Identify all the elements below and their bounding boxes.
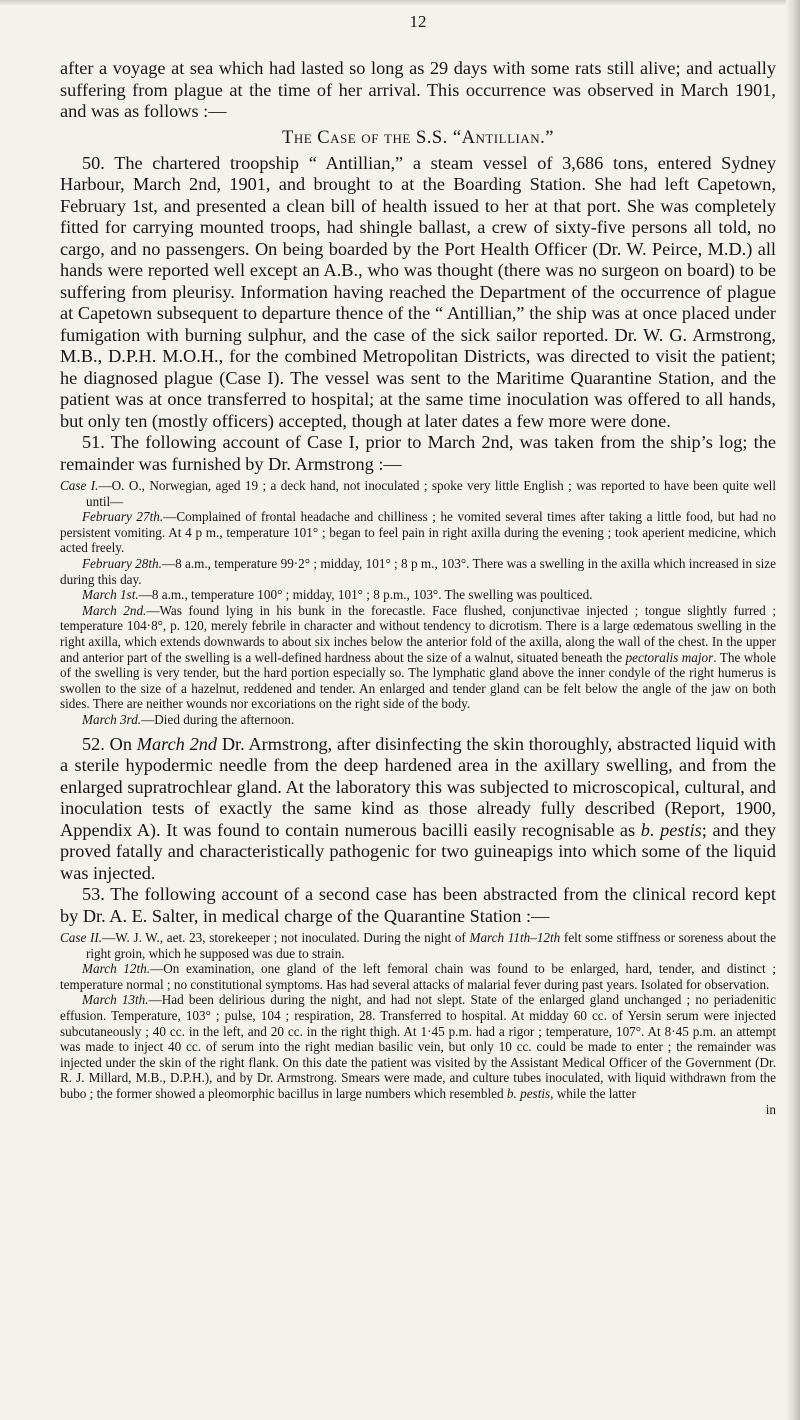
entry-italic-term: pectoralis major bbox=[625, 649, 714, 665]
case-2-intro bbox=[60, 930, 776, 961]
entry-date: March 12th. bbox=[82, 961, 151, 977]
paragraph-51: 51. The following account of Case I, prior to March 2nd, was taken from the ship’s log; the remainder was furnished by Dr. Armstrong :— bbox=[60, 432, 776, 474]
page-content bbox=[60, 12, 776, 1117]
entry-text: —8 a.m., temperature 99·2° ; midday, 101° ; 8 p m., 103°. There was a swelling in the axilla which increased in size during this day. bbox=[60, 555, 776, 587]
entry-italic-term: b. pestis bbox=[506, 1085, 551, 1101]
case-2-label: Case II. bbox=[60, 930, 103, 945]
page-number: 12 bbox=[409, 12, 427, 31]
entry-text: —Complained of frontal headache and chilliness ; he vomited several times after taking a little food, but had no persistent vomiting. At 4 p m., temperature 101° ; began to feel pain in right axilla during the evening ; took aperient medicine, which acted freely. bbox=[60, 509, 776, 556]
case-1-entry-mar-3 bbox=[60, 712, 776, 728]
case-1-intro-text: —O. O., Norwegian, aged 19 ; a deck hand, not inoculated ; spoke very little English ; was reported to have been quite well until— bbox=[86, 478, 776, 509]
entry-date: March 2nd. bbox=[82, 602, 147, 618]
entry-text: —Died during the afternoon. bbox=[141, 711, 295, 727]
paragraph-52 bbox=[60, 734, 776, 885]
entry-text: —Was found lying in his bunk in the forecastle. Face flushed, conjunctivae injected ; tongue slightly furred ; temperature 104·8°, p. 120, merely febrile in character and without tendency to dicrotism. There is a large œdematous swelling in the right axilla, which extends downwards to about six inches below the anterior fold of the axilla, along the wall of the chest. In the upper and anterior part of the swelling is a well-defined hardness about the size of a walnut, situated beneath the bbox=[60, 602, 776, 665]
case-1-intro bbox=[60, 478, 776, 509]
case-2-intro-text-continued: felt some stiffness or soreness about the right groin, which he supposed was due to strain. bbox=[86, 930, 776, 961]
case-2-record bbox=[60, 930, 776, 1117]
case-1-entry-mar-1 bbox=[60, 587, 776, 603]
case-1-entry-mar-2 bbox=[60, 603, 776, 712]
entry-date: March 3rd. bbox=[82, 711, 142, 727]
paragraph-52-lead: 52. On bbox=[82, 733, 137, 754]
entry-date: February 28th. bbox=[82, 555, 162, 571]
section-heading: The Case of the S.S. “Antillian.” bbox=[282, 127, 554, 148]
case-1-entry-feb-28 bbox=[60, 556, 776, 587]
entry-date: February 27th. bbox=[82, 509, 164, 525]
paragraph-52-date: March 2nd bbox=[136, 733, 218, 754]
paragraph-52-organism: b. pestis bbox=[640, 819, 702, 840]
entry-text: —On examination, one gland of the left femoral chain was found to be enlarged, hard, tender, and distinct ; temperature normal ; no constitutional symptoms. Has had several attacks of malarial fever during past years. Isolated for observation. bbox=[60, 961, 776, 992]
case-1-label: Case I. bbox=[60, 478, 99, 493]
case-2-intro-text: —W. J. W., aet. 23, storekeeper ; not inoculated. During the night of bbox=[102, 930, 470, 945]
paragraph-50: 50. The chartered troopship “ Antillian,” a steam vessel of 3,686 tons, entered Sydney Harbour, March 2nd, 1901, and brought to at the Boarding Station. She had left Capetown, February 1st, and presented a clean bill of health issued to her at that port. She was completely fitted for carrying mounted troops, had shingle ballast, a crew of sixty-five persons all told, no cargo, and no passengers. On being boarded by the Port Health Officer (Dr. W. Peirce, M.D.) all hands were reported well except an A.B., who was thought (there was no surgeon on board) to be suffering from pleurisy. Information having reached the Department of the occurrence of plague at Capetown subsequent to departure thence of the “ Antillian,” the ship was at once placed under fumigation with burning sulphur, and the case of the sick sailor reported. Dr. W. G. Armstrong, M.B., D.P.H. M.O.H., for the combined Metropolitan Districts, was directed to visit the patient; he diagnosed plague (Case I). The vessel was sent to the Maritime Quarantine Station, and the patient was at once transferred to hospital; at the same time inoculation was offered to all hands, but only ten (mostly officers) accepted, though at later dates a few more were done. bbox=[60, 152, 776, 431]
case-2-entry-mar-12 bbox=[60, 961, 776, 992]
page-top-shadow bbox=[0, 0, 800, 6]
paragraph-52-body: Dr. Armstrong, after disinfecting the skin thoroughly, abstracted liquid with a sterile hypodermic needle from the deep hardened area in the axillary swelling, and from the enlarged supratrochlear gland. At the laboratory this was subjected to microscopical, cultural, and inoculation tests of exactly the same kind as those already fully described (Report, 1900, Appendix A). It was found to contain numerous bacilli easily recognisable as bbox=[60, 733, 776, 840]
paragraph-53: 53. The following account of a second case has been abstracted from the clinical record kept by Dr. A. E. Salter, in medical charge of the Quarantine Station :— bbox=[60, 884, 776, 926]
intro-paragraph: after a voyage at sea which had lasted so long as 29 days with some rats still alive; and actually suffering from plague at the time of her arrival. This occurrence was observed in March 1901, and was as follows :— bbox=[60, 58, 776, 121]
entry-date: March 13th. bbox=[82, 992, 149, 1008]
case-1-entry-feb-27 bbox=[60, 509, 776, 556]
case-1-record bbox=[60, 478, 776, 728]
entry-date: March 1st. bbox=[82, 587, 139, 603]
entry-text: —Had been delirious during the night, and had not slept. State of the enlarged gland unchanged ; no periadenitic effusion. Temperature, 103° ; pulse, 104 ; respiration, 28. Transferred to hospital. At midday 60 cc. of Yersin serum were injected subcutaneously ; 40 cc. in the left, and 20 cc. in the right thigh. At 1·45 p.m. had a rigor ; temperature, 107°. At 8·45 p.m. an attempt was made to inject 40 cc. of serum into the right median basilic vein, but only 10 cc. could be made to enter ; the remainder was injected under the skin of the right flank. On this date the patient was visited by the Assistant Medical Officer of the Government (Dr. R. J. Millard, M.B., D.P.H.), and by Dr. Armstrong. Smears were made, and culture tubes inoculated, with liquid withdrawn from the bubo ; the former showed a pleomorphic bacillus in large numbers which resembled bbox=[60, 992, 776, 1101]
paragraph-52-end: ; and they proved fatally and characteristically pathogenic for two guineapigs into which some of the liquid was injected. bbox=[60, 819, 776, 883]
case-2-entry-mar-13 bbox=[60, 992, 776, 1101]
page-binding-edge bbox=[786, 0, 800, 1420]
entry-text-continued: . The whole of the swelling is very tender, but the hard portion especially so. The lymphatic gland above the inner condyle of the right humerus is swollen to the size of a hazelnut, reddened and tender. An enlarged and tender gland can be felt below the angle of the jaw on both sides. There are neither wounds nor excoriations on the right side of the body. bbox=[60, 649, 776, 712]
entry-text-continued: , while the latter bbox=[550, 1085, 636, 1101]
catchword: in bbox=[765, 1101, 776, 1117]
entry-text: —8 a.m., temperature 100° ; midday, 101° ; 8 p.m., 103°. The swelling was poulticed. bbox=[138, 587, 593, 603]
case-2-intro-date: March 11th–12th bbox=[469, 930, 561, 945]
